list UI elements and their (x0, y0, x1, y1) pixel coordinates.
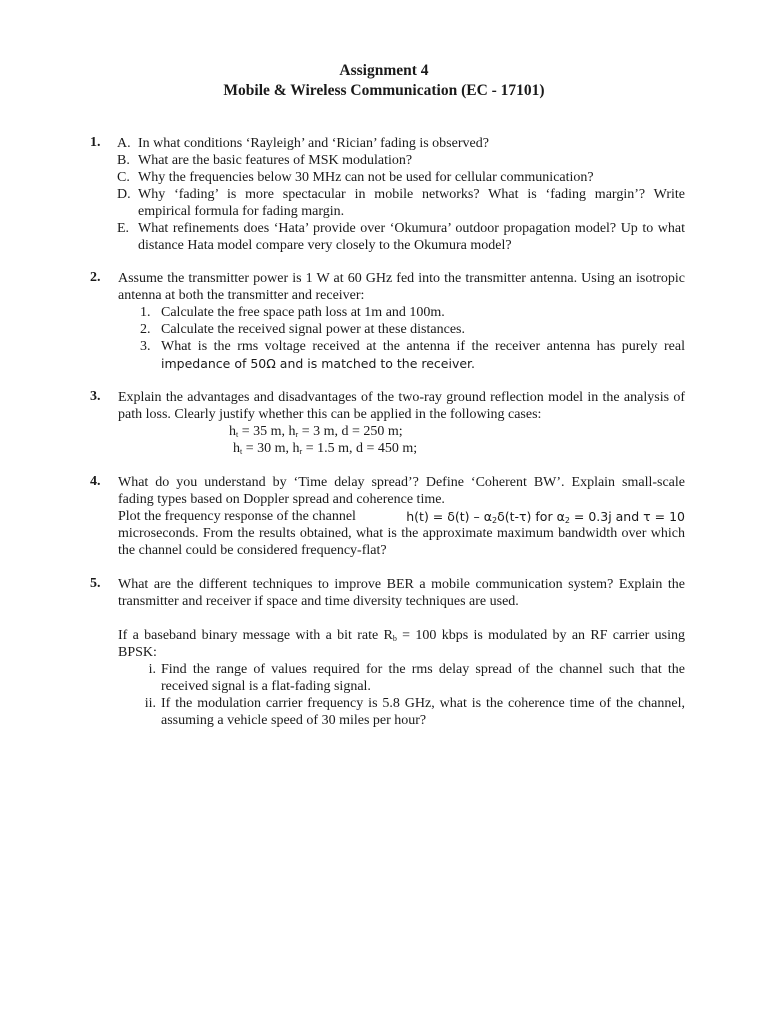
q2-sub-line: Calculate the received signal power at these distances. (161, 322, 465, 337)
q4-line: microseconds. From the results obtained, what is the approximate maximum bandwidth over which (118, 526, 685, 541)
q5-sub-line: received signal is a flat-fading signal. (161, 679, 371, 694)
q1-label-b: B. (117, 153, 130, 168)
q5-sub-line: Find the range of values required for the rms delay spread of the channel such that the (161, 662, 685, 677)
q1-line: Why the frequencies below 30 MHz can not be used for cellular communication? (138, 170, 594, 185)
q3-line: Explain the advantages and disadvantages of the two-ray ground reflection model in the analysis of (118, 390, 685, 405)
q2-line: Assume the transmitter power is 1 W at 60 GHz fed into the transmitter antenna. Using an isotropic (118, 271, 685, 286)
q1-line: empirical formula for fading margin. (138, 204, 345, 219)
q1-label-c: C. (117, 170, 130, 185)
q1-line: Why ‘fading’ is more spectacular in mobile networks? What is ‘fading margin’? Write (138, 187, 685, 202)
q2-sub-label-1: 1. (140, 305, 151, 320)
q3-line: path loss. Clearly justify whether this can be applied in the following cases: (118, 407, 542, 422)
q2-sub-line: Calculate the free space path loss at 1m and 100m. (161, 305, 445, 320)
q2-sub-line: impedance of 50Ω and is matched to the receiver. (161, 356, 476, 371)
q1-line: distance Hata model compare very closely to the Okumura model? (138, 238, 512, 253)
question-2-number: 2. (90, 270, 101, 285)
question-3-number: 3. (90, 389, 101, 404)
q5-line: transmitter and receiver if space and time diversity techniques are used. (118, 594, 519, 609)
q5-sub-line: If the modulation carrier frequency is 5.8 GHz, what is the coherence time of the channel, (161, 696, 685, 711)
question-4-number: 4. (90, 474, 101, 489)
q4-line: the channel could be considered frequency-flat? (118, 543, 387, 558)
q3-case-1: $h_t = 35$ m, $h_r = 3$ m, d = 250 m; (229, 424, 403, 439)
q1-line: What refinements does ‘Hata’ provide over ‘Okumura’ outdoor propagation model? Up to what (138, 221, 685, 236)
q5-paragraph-line: BPSK: (118, 645, 157, 660)
question-5-number: 5. (90, 576, 101, 591)
q5-sub-line: assuming a vehicle speed of 30 miles per hour? (161, 713, 427, 728)
q5-sub-label-i: i. (148, 662, 156, 677)
q1-label-d: D. (117, 187, 131, 202)
q2-sub-line: What is the rms voltage received at the antenna if the receiver antenna has purely real (161, 339, 685, 354)
q1-line: What are the basic features of MSK modulation? (138, 153, 413, 168)
q1-line: In what conditions ‘Rayleigh’ and ‘Rician’ fading is observed? (138, 136, 489, 151)
q2-sub-label-3: 3. (140, 339, 151, 354)
q5-line: What are the different techniques to improve BER a mobile communication system? Explain the (118, 577, 685, 592)
q4-line: What do you understand by ‘Time delay spread’? Define ‘Coherent BW’. Explain small-scale (118, 475, 685, 490)
q4-line: fading types based on Doppler spread and coherence time. (118, 492, 445, 507)
q2-line: antenna at both the transmitter and receiver: (118, 288, 365, 303)
q1-label-e: E. (117, 221, 130, 236)
q5-sub-label-ii: ii. (144, 696, 156, 711)
q5-paragraph: If a baseband binary message with a bit rate $R_b = 100$ kbps is modulated by an RF carrier using (118, 628, 685, 643)
q1-label-a: A. (117, 136, 131, 151)
q3-case-2: $h_t = 30$ m, $h_r = 1.5$ m, d = 450 m; (233, 441, 418, 456)
question-1-number: 1. (90, 135, 101, 150)
course-title: Mobile & Wireless Communication (EC - 17101) (223, 82, 545, 99)
assignment-title: Assignment 4 (339, 62, 429, 79)
q2-sub-label-2: 2. (140, 322, 151, 337)
q4-plot-line: Plot the frequency response of the channel $h(t) = \delta(t) - \alpha_2\delta(t-\tau)$ for $\alpha_2 = 0.3j$ and τ = 10 (118, 509, 685, 525)
